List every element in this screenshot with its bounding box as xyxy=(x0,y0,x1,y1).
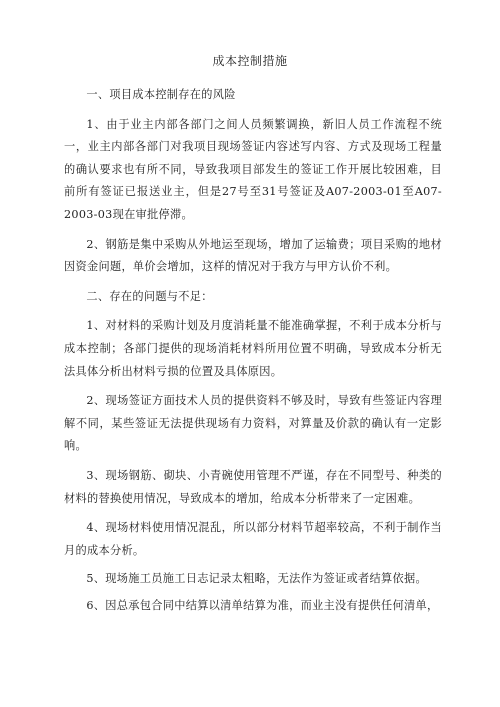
paragraph-problem-3: 3、现场钢筋、砌块、小青碗使用管理不严谨，存在不同型号、种类的材料的替换使用情况，导致成本的增加，给成本分析带来了一定困难。 xyxy=(64,468,442,505)
paragraph-problem-6: 6、因总承包合同中结算以清单结算为准，而业主没有提供任何清单， xyxy=(86,599,439,613)
section-heading-risks: 一、项目成本控制存在的风险 xyxy=(86,88,236,101)
paragraph-problem-5: 5、现场施工员施工日志记录太粗略，无法作为签证或者结算依据。 xyxy=(86,572,427,586)
document-body xyxy=(64,84,442,625)
paragraph-risk-2: 2、钢筋是集中采购从外地运至现场，增加了运输费；项目采购的地材因资金问题，单价会增加，这样的情况对于我方与甲方认价不利。 xyxy=(64,237,442,274)
paragraph-problem-1: 1、对材料的采购计划及月度消耗量不能准确掌握，不利于成本分析与成本控制；各部门提供的现场消耗材料所用位置不明确，导致成本分析无法具体分析出材料亏损的位置及具体原因。 xyxy=(64,319,442,378)
paragraph-problem-4: 4、现场材料使用情况混乱，所以部分材料节超率较高，不利于制作当月的成本分析。 xyxy=(64,521,442,557)
document-title: 成本控制措施 xyxy=(212,54,288,68)
section-heading-problems: 二、存在的问题与不足： xyxy=(86,289,213,303)
paragraph-risk-1: 1、由于业主内部各部门之间人员频繁调换，新旧人员工作流程不统一，业主内部各部门对我项目现场签证内容述写内容、方式及现场工程量的确认要求也有所不同，导致我项目部发生的签证工作开展比较困难，目前所有签证已报送业主，但是27号至31号签证及A07-2003-01至A07-2003-03现在审批停滞。 xyxy=(64,117,442,221)
paragraph-problem-2: 2、现场签证方面技术人员的提供资料不够及时，导致有些签证内容理解不同，某些签证无法提供现场有力资料，对算量及价款的确认有一定影响。 xyxy=(64,394,442,453)
